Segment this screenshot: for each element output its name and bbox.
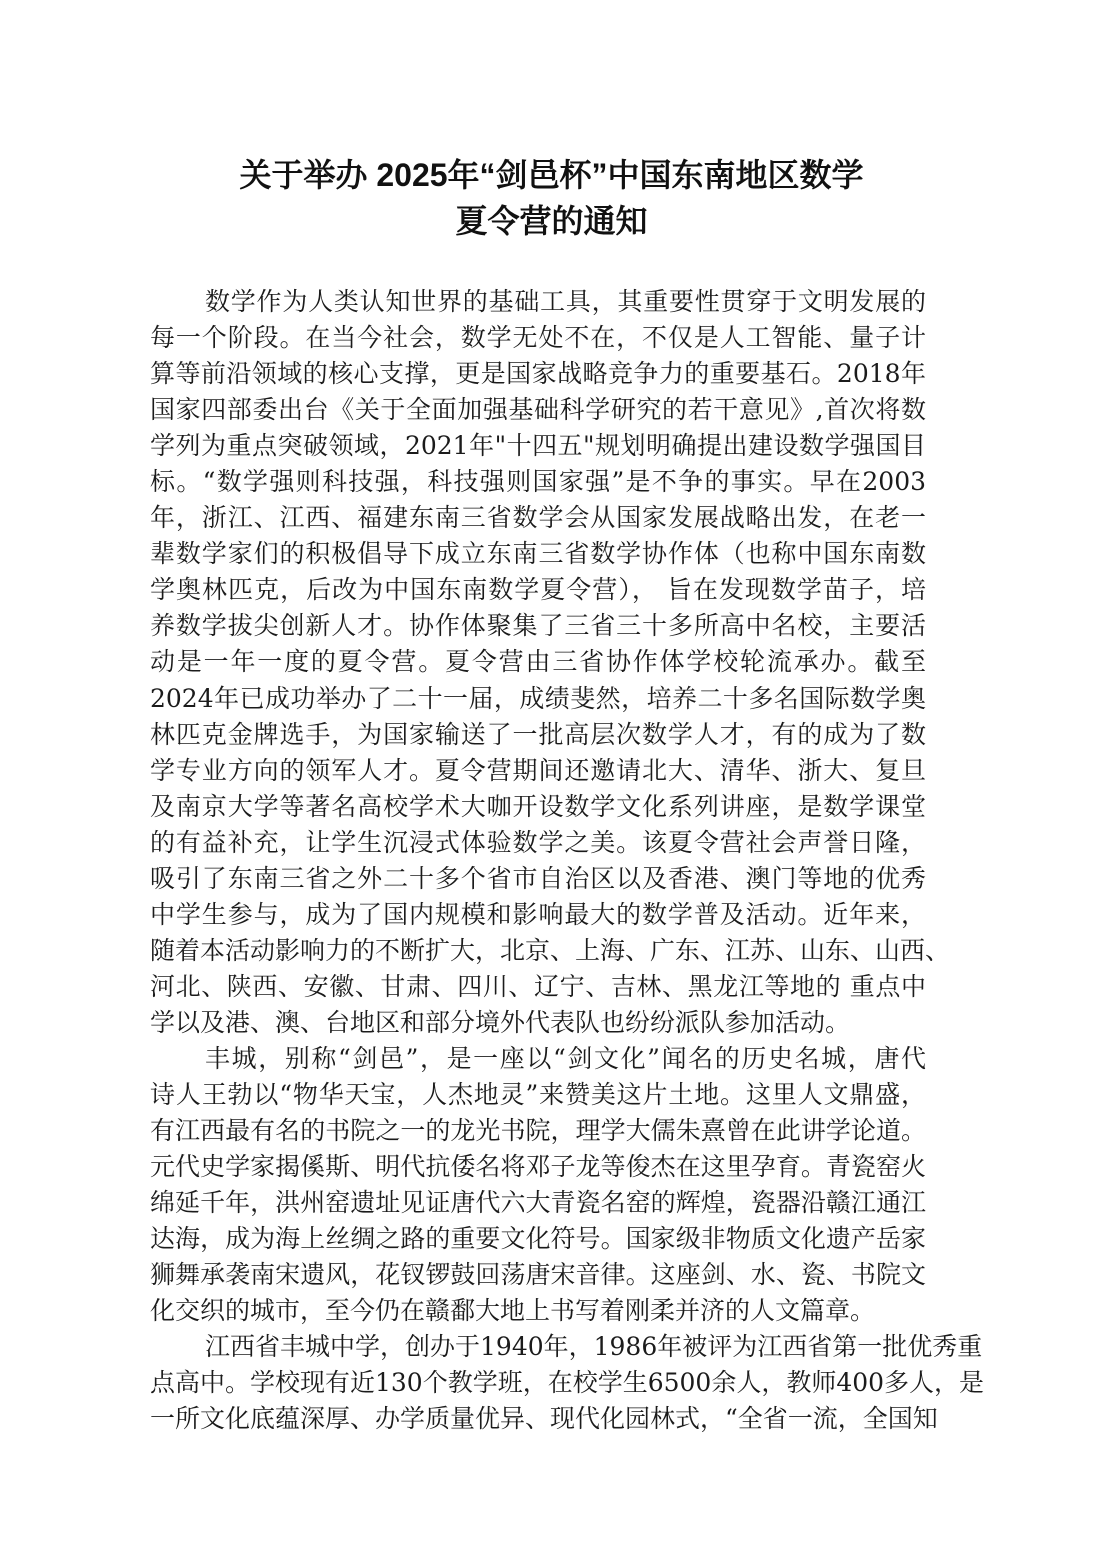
text-line: 绵延千年，洪州窑遗址见证唐代六大青瓷名窑的辉煌，瓷器沿赣江通江: [150, 1188, 926, 1218]
text-line: 元代史学家揭傒斯、明代抗倭名将邓子龙等俊杰在这里孕育。青瓷窑火: [150, 1152, 926, 1182]
text-line: 诗人王勃以“物华天宝，人杰地灵”来赞美这片土地。这里人文鼎盛，: [150, 1080, 926, 1110]
text-line: 国家四部委出台《关于全面加强基础科学研究的若干意见》,首次将数: [150, 395, 926, 425]
text-line: 狮舞承袭南宋遗风，花钗锣鼓回荡唐宋音律。这座剑、水、瓷、书院文: [150, 1260, 926, 1290]
text-line: 学奥林匹克，后改为中国东南数学夏令营）， 旨在发现数学苗子，培: [150, 575, 926, 605]
text-line: 动是一年一度的夏令营。夏令营由三省协作体学校轮流承办。截至: [150, 647, 926, 677]
title-line-2: 夏令营的通知: [455, 203, 648, 239]
text-line: 每一个阶段。在当今社会，数学无处不在，不仅是人工智能、量子计: [150, 323, 926, 353]
text-line: 随着本活动影响力的不断扩大，北京、上海、广东、江苏、山东、山西、: [150, 935, 951, 965]
paragraph-math-camp-history: [150, 284, 951, 1041]
text-line: 2024年已成功举办了二十一届，成绩斐然，培养二十多名国际数学奥: [150, 683, 926, 713]
notice-title: [0, 152, 1103, 244]
text-line: 达海，成为海上丝绸之路的重要文化符号。国家级非物质文化遗产岳家: [150, 1224, 926, 1254]
paragraph-fengcheng-high-school: [150, 1329, 985, 1437]
text-line: 学专业方向的领军人才。夏令营期间还邀请北大、清华、浙大、复旦: [150, 755, 926, 785]
text-line: 江西省丰城中学，创办于1940年，1986年被评为江西省第一批优秀重: [205, 1332, 983, 1362]
text-line: 年，浙江、江西、福建东南三省数学会从国家发展战略出发，在老一: [150, 503, 926, 533]
text-line: 及南京大学等著名高校学术大咖开设数学文化系列讲座，是数学课堂: [150, 791, 926, 821]
text-line: 学列为重点突破领域，2021年"十四五"规划明确提出建设数学强国目: [150, 431, 926, 461]
text-line: 标。“数学强则科技强，科技强则国家强”是不争的事实。早在2003: [150, 467, 926, 497]
text-line: 林匹克金牌选手，为国家输送了一批高层次数学人才，有的成为了数: [150, 719, 926, 749]
text-line: 学以及港、澳、台地区和部分境外代表队也纷纷派队参加活动。: [150, 1007, 851, 1037]
text-line: 算等前沿领域的核心支撑，更是国家战略竞争力的重要基石。2018年: [150, 359, 926, 389]
text-line: 河北、陕西、安徽、甘肃、四川、辽宁、吉林、黑龙江等地的 重点中: [150, 971, 926, 1001]
text-line: 点高中。学校现有近130个教学班，在校学生6500余人，教师400多人，是: [150, 1368, 985, 1398]
text-line: 数学作为人类认知世界的基础工具，其重要性贯穿于文明发展的: [205, 287, 926, 316]
text-line: 的有益补充，让学生沉浸式体验数学之美。该夏令营社会声誉日隆，: [150, 827, 926, 857]
text-line: 辈数学家们的积极倡导下成立东南三省数学协作体（也称中国东南数: [150, 539, 926, 569]
text-line: 中学生参与，成为了国内规模和影响最大的数学普及活动。近年来，: [150, 899, 926, 929]
title-line-1: 关于举办 2025年“剑邑杯”中国东南地区数学: [239, 157, 864, 193]
text-line: 丰城，别称“剑邑”，是一座以“剑文化”闻名的历史名城，唐代: [205, 1043, 926, 1073]
text-line: 有江西最有名的书院之一的龙光书院，理学大儒朱熹曾在此讲学论道。: [150, 1116, 926, 1146]
notice-body: [150, 284, 985, 1438]
text-line: 吸引了东南三省之外二十多个省市自治区以及香港、澳门等地的优秀: [150, 863, 926, 893]
text-line: 化交织的城市，至今仍在赣鄱大地上书写着刚柔并济的人文篇章。: [150, 1296, 876, 1326]
text-line: 一所文化底蕴深厚、办学质量优异、现代化园林式，“全省一流，全国知: [150, 1404, 938, 1434]
paragraph-fengcheng-city: [150, 1041, 926, 1329]
text-line: 养数学拔尖创新人才。协作体聚集了三省三十多所高中名校，主要活: [150, 611, 926, 641]
